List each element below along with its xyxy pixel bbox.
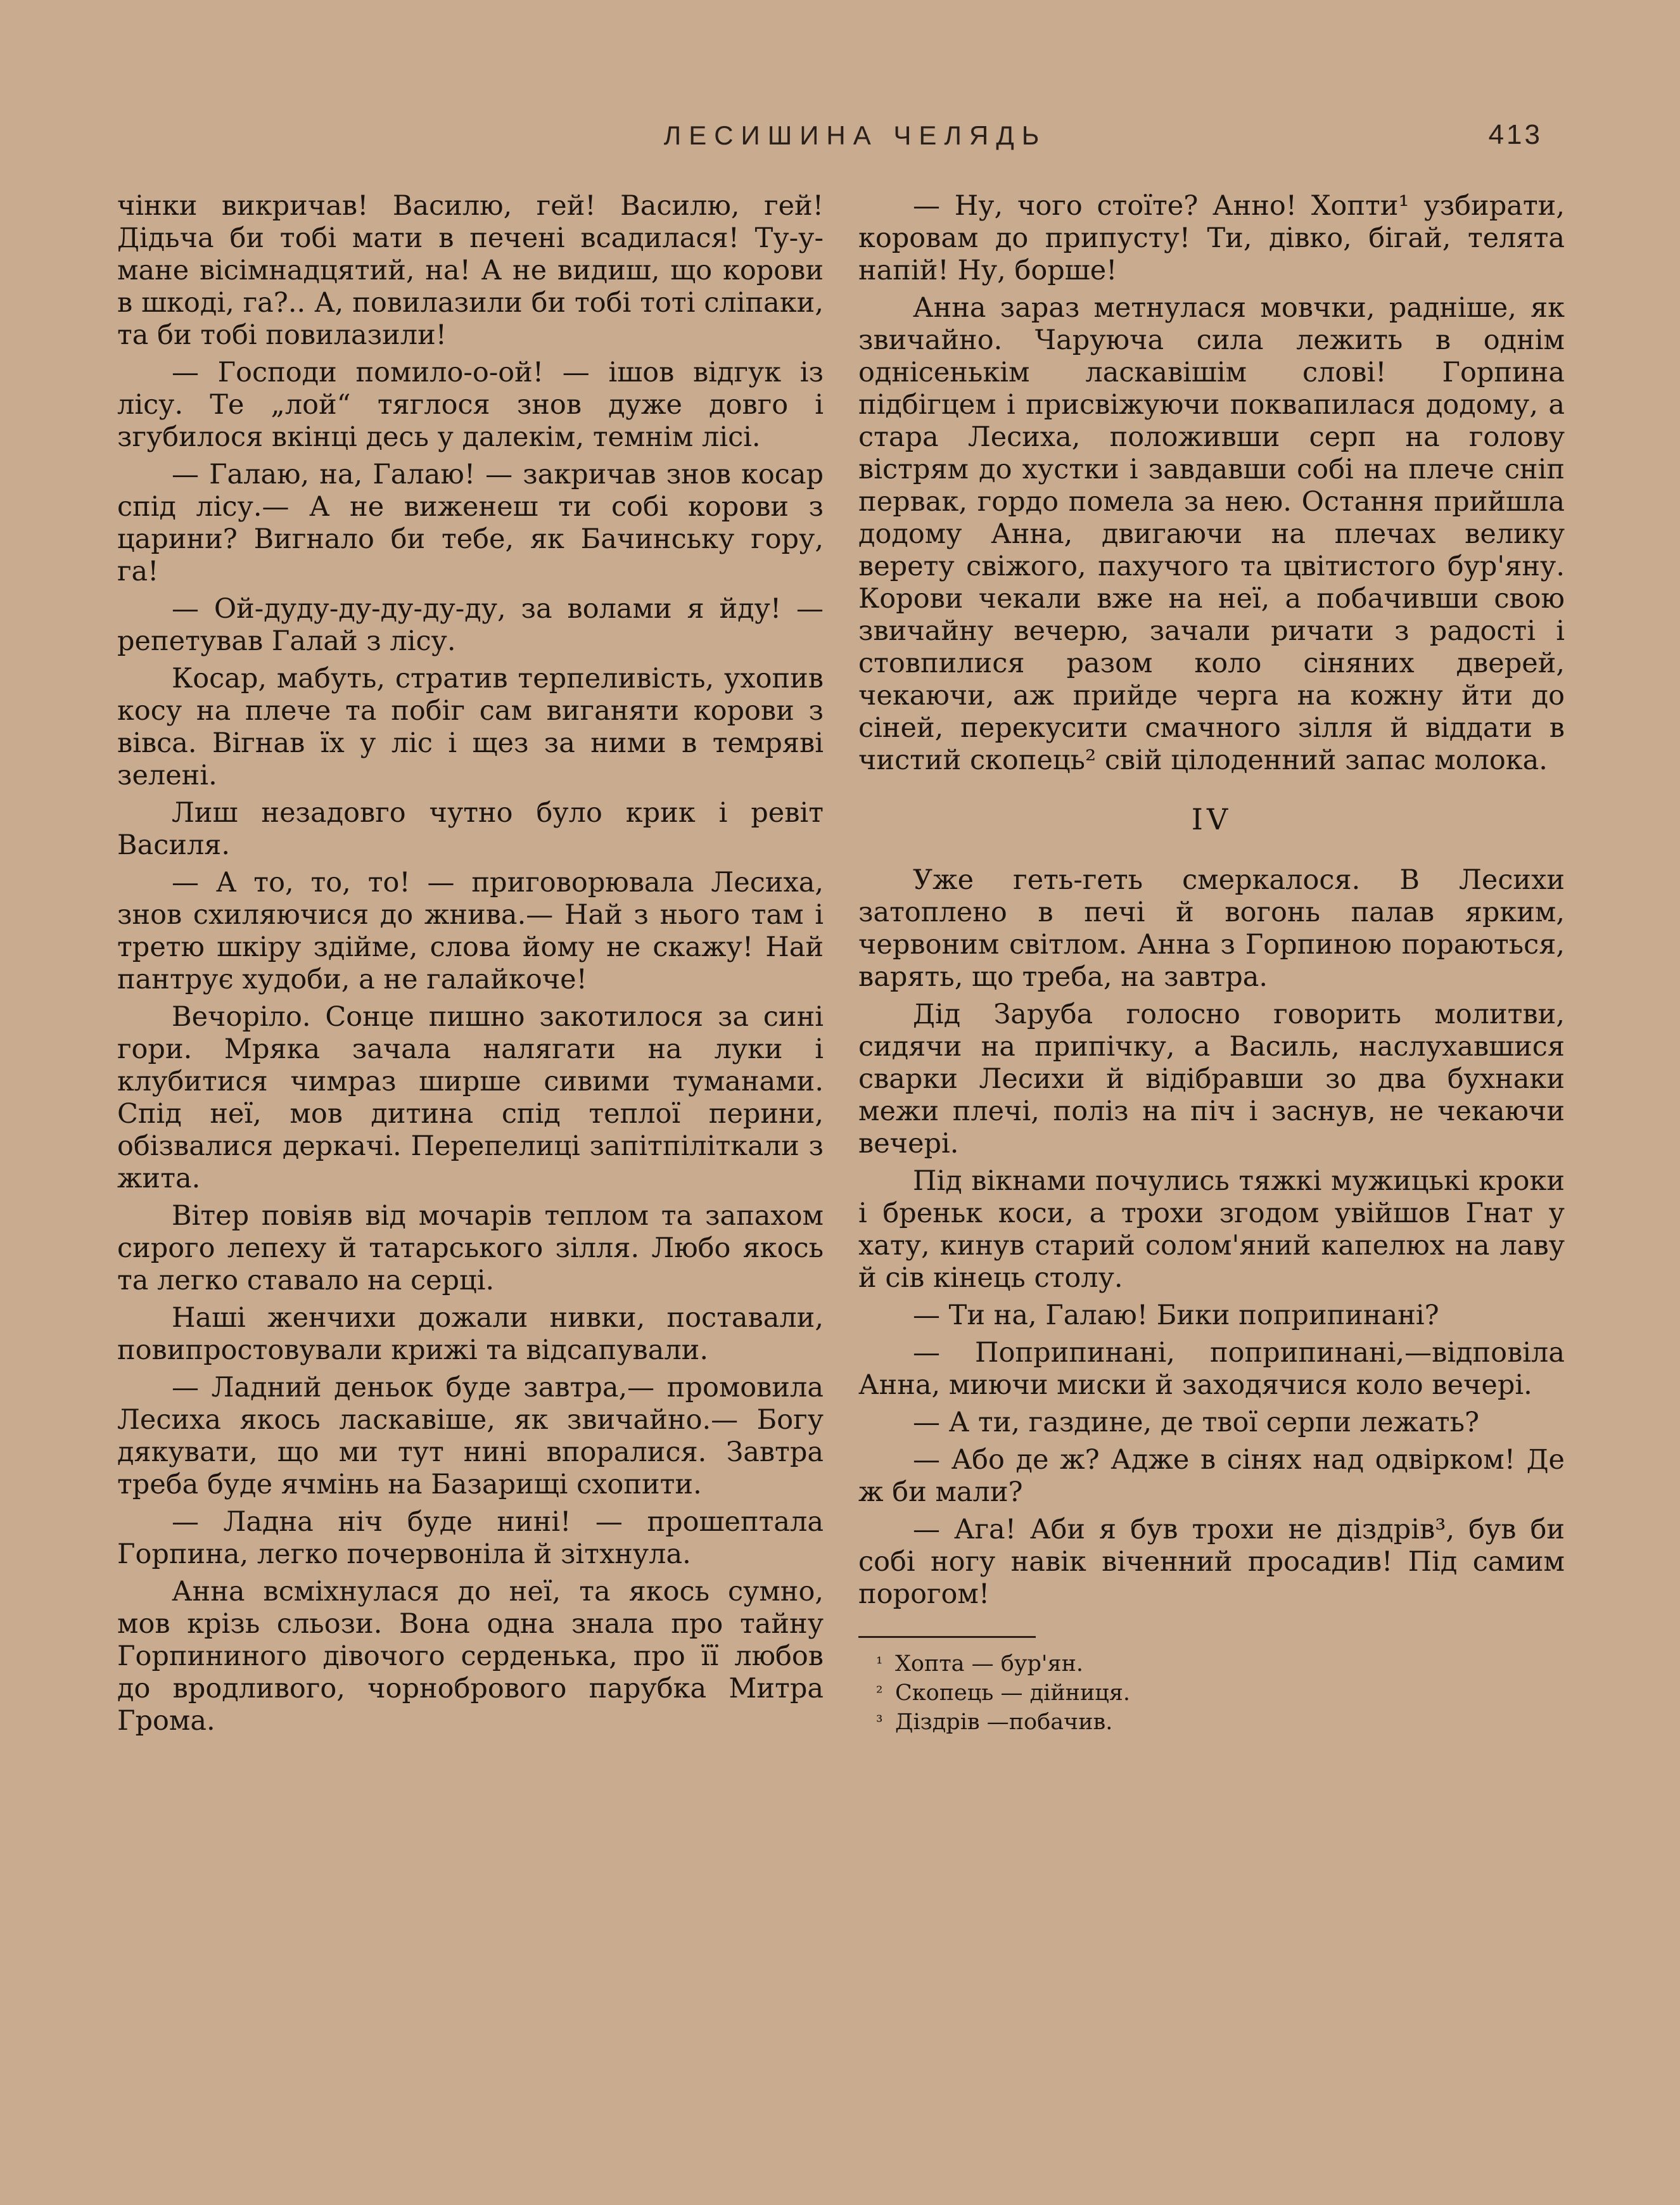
paragraph: — Ти на, Галаю! Бики поприпинані? [913,1300,1439,1331]
footnote-text: Скопець — дійниця. [895,1680,1131,1706]
footnote [876,1678,1565,1708]
footnote [876,1708,1565,1737]
paragraph: — Галаю, на, Галаю! — закричав знов косар спід лісу.— А не виженеш ти собі корови з царини? Вигнало би тебе, як Бачинську гору, га! [117,459,824,587]
paragraph: Уже геть-геть смеркалося. В Лесихи затоплено в печі й вогонь палав ярким, червоним світлом. Анна з Горпиною пораються, варять, що треба, на завтра. [858,864,1565,993]
footnote-mark: ² [876,1684,883,1703]
paragraph: Анна зараз метнулася мовчки, радніше, як звичайно. Чаруюча сила лежить в однім однісенькім ласкавішім слові! Горпина підбігцем і присвіжуючи поквапилася додому, а стара Лесиха, положивши серп на голову вістрям до хустки і завдавши собі на плече сніп первак, гордо помела за нею. Остання прийшла додому Анна, двигаючи на плечах велику верету свіжого, пахучого та цвітистого бур'яну. Корови чекали вже на неї, а побачивши свою звичайну вечерю, зачали ричати з радості і стовпилися разом коло сіняних дверей, чекаючи, аж прийде черга на кожну йти до сіней, перекусити смачного зілля й віддати в чистий скопець² свій цілоденний запас молока. [858,292,1565,776]
footnote-text: Хопта — бур'ян. [895,1651,1084,1677]
paragraph: Анна всміхнулася до неї, та якось сумно, мов крізь сльози. Вона одна знала про тайну Горпининого дівочого серденька, про її любов до вродливого, чорнобрового парубка Митра Грома. [117,1576,824,1737]
paragraph: Дід Заруба голосно говорить молитви, сидячи на припічку, а Василь, наслухавшися сварки Лесихи й відібравши зо два бухнаки межи плечі, поліз на піч і заснув, не чекаючи вечері. [858,999,1565,1160]
footnotes [858,1649,1565,1737]
paragraph: Лиш незадовго чутно було крик і ревіт Василя. [117,797,824,861]
paragraph: Під вікнами почулись тяжкі мужицькі кроки і бреньк коси, а трохи згодом увійшов Гнат у хату, кинув старий солом'яний капелюх на лаву й сів кінець столу. [858,1165,1565,1294]
left-column [117,190,824,1742]
paragraph: — Ладний деньок буде завтра,— промовила Лесиха якось ласкавіше, як звичайно.— Богу дякувати, що ми тут нині впоралися. Завтра треба буде ячмінь на Базарищі схопити. [117,1372,824,1500]
footnote-text: Діздрів —побачив. [895,1710,1113,1735]
paragraph: Наші женчихи дожали нивки, поставали, повипростовували крижі та відсапували. [117,1302,824,1366]
paragraph: — Ну, чого стоїте? Анно! Хопти¹ узбирати, коровам до припусту! Ти, дівко, бігай, телята напій! Ну, борше! [858,190,1565,286]
paragraph: — Ага! Аби я був трохи не дiздрів³, був би собі ногу навік віченний просадив! Під самим порогом! [858,1514,1565,1610]
paragraph: чінки викричав! Василю, гей! Василю, гей! Дідьча би тобі мати в печені всадилася! Ту-у-мане вісімнадцятий, на! А не видиш, що корови в шкоді, га?.. А, повилазили би тобі тоті сліпаки, та би тобі повилазили! [117,190,824,351]
footnote-mark: ³ [876,1713,883,1732]
paragraph: — Або де ж? Адже в сінях над одвірком! Де ж би мали? [858,1444,1565,1508]
section-heading: IV [1191,802,1232,836]
running-title: ЛЕСИШИНА ЧЕЛЯДЬ [663,120,1047,150]
footnote-mark: ¹ [876,1654,883,1673]
paragraph: — А ти, газдине, де твої серпи лежать? [913,1407,1480,1438]
footnote-divider [858,1636,1036,1638]
right-column [858,190,1565,1737]
footnote [876,1649,1565,1678]
paragraph: — Ой-дуду-ду-ду-ду-ду, за волами я йду! — репетував Галай з лісу. [117,593,824,657]
paragraph: Косар, мабуть, стратив терпеливість, ухопив косу на плече та побіг сам виганяти корови з вівса. Вігнав їх у ліс і щез за ними в темряві зелені. [117,663,824,791]
paragraph: Вітер повіяв від мочарів теплом та запахом сирого лепеху й татарського зілля. Любо якось та легко ставало на серці. [117,1200,824,1296]
paragraph: — Господи помило-о-ой! — ішов відгук із лісу. Те „лой“ тяглося знов дуже довго і згубилося вкінці десь у далекім, темнім лісі. [117,357,824,453]
paragraph: — А то, то, то! — приговорювала Лесиха, знов схиляючися до жнива.— Най з нього там і третю шкіру здійме, слова йому не скажу! Най пантрує худоби, а не галайкоче! [117,867,824,995]
paragraph: Вечоріло. Сонце пишно закотилося за сині гори. Мряка зачала налягати на луки і клубитися чимраз ширше сивими туманами. Спід неї, мов дитина спід теплої перини, обізвалися деркачі. Перепелиці запітпіліткали з жита. [117,1001,824,1194]
paragraph: — Ладна ніч буде нині! — прошептала Горпина, легко почервоніла й зітхнула. [117,1506,824,1570]
paragraph: — Поприпинані, поприпинані,—відповіла Анна, миючи миски й заходячися коло вечері. [858,1337,1565,1401]
page-number: 413 [1488,119,1543,150]
